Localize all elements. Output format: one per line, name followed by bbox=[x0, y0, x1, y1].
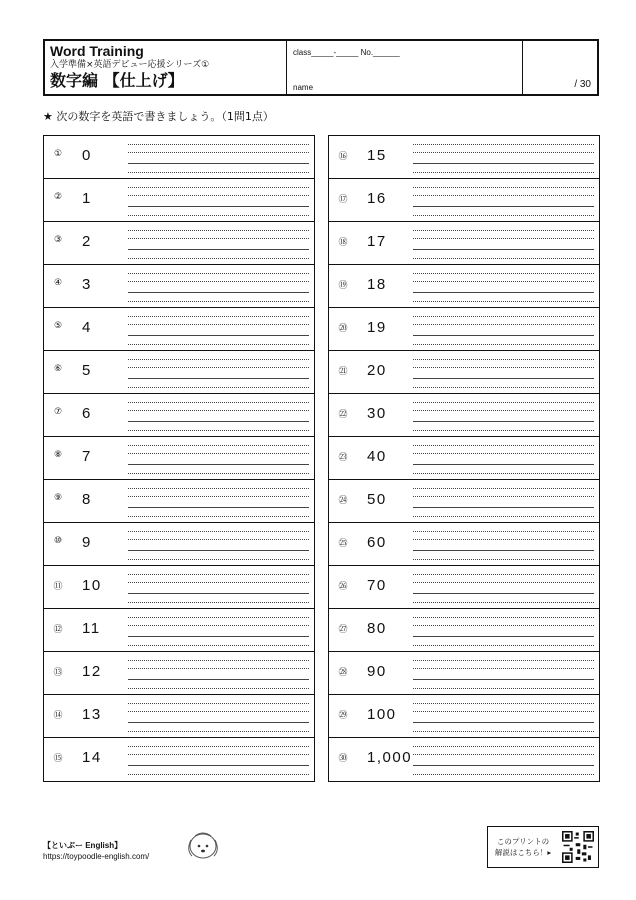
guide-rule bbox=[413, 230, 594, 231]
baseline-rule bbox=[128, 550, 309, 551]
guide-rule bbox=[413, 387, 594, 388]
guide-rule bbox=[413, 152, 594, 153]
guide-rule bbox=[413, 144, 594, 145]
answer-writing-lines[interactable] bbox=[413, 615, 594, 647]
student-info-block bbox=[287, 41, 523, 94]
guide-rule bbox=[413, 559, 594, 560]
guide-rule bbox=[413, 703, 594, 704]
guide-rule bbox=[413, 688, 594, 689]
numeral-prompt: 4 bbox=[82, 319, 92, 336]
answer-writing-lines[interactable] bbox=[128, 443, 309, 475]
question-number: ⑪ bbox=[53, 582, 63, 592]
answer-writing-lines[interactable] bbox=[128, 658, 309, 690]
numeral-prompt: 6 bbox=[82, 405, 92, 422]
guide-rule bbox=[413, 367, 594, 368]
question-row bbox=[329, 566, 599, 609]
answer-writing-lines[interactable] bbox=[413, 400, 594, 432]
question-row bbox=[329, 523, 599, 566]
question-number: ③ bbox=[53, 235, 63, 245]
question-row bbox=[44, 179, 314, 222]
guide-rule bbox=[413, 281, 594, 282]
baseline-rule bbox=[128, 378, 309, 379]
baseline-rule bbox=[413, 550, 594, 551]
guide-rule bbox=[128, 731, 309, 732]
question-row bbox=[329, 394, 599, 437]
baseline-rule bbox=[128, 335, 309, 336]
baseline-rule bbox=[413, 722, 594, 723]
question-row bbox=[329, 179, 599, 222]
guide-rule bbox=[128, 344, 309, 345]
worksheet-subtitle: 数字編 【仕上げ】 bbox=[50, 71, 184, 90]
guide-rule bbox=[413, 172, 594, 173]
guide-rule bbox=[128, 410, 309, 411]
guide-rule bbox=[128, 453, 309, 454]
series-name: 入学準備×英語デビュー応援シリーズ① bbox=[50, 60, 210, 70]
question-number: ⑰ bbox=[338, 195, 348, 205]
question-row bbox=[44, 738, 314, 781]
guide-rule bbox=[413, 617, 594, 618]
numeral-prompt: 1,000 bbox=[367, 749, 413, 766]
answer-writing-lines[interactable] bbox=[128, 572, 309, 604]
guide-rule bbox=[128, 324, 309, 325]
right-question-column bbox=[328, 135, 600, 782]
baseline-rule bbox=[413, 206, 594, 207]
guide-rule bbox=[413, 645, 594, 646]
numeral-prompt: 20 bbox=[367, 362, 387, 379]
answer-writing-lines[interactable] bbox=[128, 615, 309, 647]
guide-rule bbox=[413, 774, 594, 775]
guide-rule bbox=[128, 496, 309, 497]
answer-writing-lines[interactable] bbox=[128, 271, 309, 303]
answer-writing-lines[interactable] bbox=[413, 142, 594, 174]
numeral-prompt: 50 bbox=[367, 491, 387, 508]
question-number: ⑥ bbox=[53, 364, 63, 374]
baseline-rule bbox=[128, 292, 309, 293]
guide-rule bbox=[128, 215, 309, 216]
question-number: ㉒ bbox=[338, 410, 348, 420]
numeral-prompt: 1 bbox=[82, 190, 92, 207]
question-number: ㉑ bbox=[338, 367, 348, 377]
guide-rule bbox=[128, 703, 309, 704]
numeral-prompt: 100 bbox=[367, 706, 397, 723]
answer-writing-lines[interactable] bbox=[128, 142, 309, 174]
guide-rule bbox=[128, 488, 309, 489]
answer-writing-lines[interactable] bbox=[128, 744, 309, 776]
guide-rule bbox=[128, 195, 309, 196]
baseline-rule bbox=[128, 636, 309, 637]
guide-rule bbox=[413, 531, 594, 532]
guide-rule bbox=[128, 688, 309, 689]
numeral-prompt: 5 bbox=[82, 362, 92, 379]
guide-rule bbox=[413, 324, 594, 325]
answer-writing-lines[interactable] bbox=[413, 658, 594, 690]
baseline-rule bbox=[413, 464, 594, 465]
promo-line-2: 解説はこちら！▸ bbox=[494, 848, 552, 857]
answer-writing-lines[interactable] bbox=[413, 228, 594, 260]
guide-rule bbox=[128, 617, 309, 618]
question-row bbox=[329, 437, 599, 480]
question-number: ⑬ bbox=[53, 668, 63, 678]
instruction-text: ★ 次の数字を英語で書きましょう。（1問1点） bbox=[43, 110, 274, 123]
question-row bbox=[329, 351, 599, 394]
answer-writing-lines[interactable] bbox=[413, 185, 594, 217]
question-number: ㉔ bbox=[338, 496, 348, 506]
question-number: ⑦ bbox=[53, 407, 63, 417]
guide-rule bbox=[413, 516, 594, 517]
guide-rule bbox=[413, 660, 594, 661]
numeral-prompt: 40 bbox=[367, 448, 387, 465]
numeral-prompt: 15 bbox=[367, 147, 387, 164]
guide-rule bbox=[413, 582, 594, 583]
question-number: ㉓ bbox=[338, 453, 348, 463]
baseline-rule bbox=[128, 593, 309, 594]
baseline-rule bbox=[128, 722, 309, 723]
answer-writing-lines[interactable] bbox=[128, 529, 309, 561]
guide-rule bbox=[128, 387, 309, 388]
explanation-link-box[interactable] bbox=[487, 826, 599, 868]
answer-writing-lines[interactable] bbox=[413, 486, 594, 518]
numeral-prompt: 11 bbox=[82, 620, 101, 637]
question-number: ㉕ bbox=[338, 539, 348, 549]
guide-rule bbox=[128, 473, 309, 474]
guide-rule bbox=[413, 746, 594, 747]
numeral-prompt: 13 bbox=[82, 706, 102, 723]
question-row bbox=[44, 222, 314, 265]
numeral-prompt: 14 bbox=[82, 749, 102, 766]
baseline-rule bbox=[413, 636, 594, 637]
guide-rule bbox=[128, 430, 309, 431]
guide-rule bbox=[128, 402, 309, 403]
question-row bbox=[329, 652, 599, 695]
qr-code-icon[interactable] bbox=[562, 831, 594, 863]
answer-writing-lines[interactable] bbox=[128, 486, 309, 518]
guide-rule bbox=[413, 273, 594, 274]
guide-rule bbox=[128, 539, 309, 540]
guide-rule bbox=[128, 301, 309, 302]
question-number: ② bbox=[53, 192, 63, 202]
guide-rule bbox=[128, 774, 309, 775]
numeral-prompt: 3 bbox=[82, 276, 92, 293]
guide-rule bbox=[128, 516, 309, 517]
baseline-rule bbox=[128, 163, 309, 164]
guide-rule bbox=[128, 187, 309, 188]
question-number: ⑤ bbox=[53, 321, 63, 331]
question-number: ⑨ bbox=[53, 493, 63, 503]
answer-writing-lines[interactable] bbox=[413, 271, 594, 303]
baseline-rule bbox=[413, 679, 594, 680]
answer-writing-lines[interactable] bbox=[413, 357, 594, 389]
numeral-prompt: 16 bbox=[367, 190, 387, 207]
numeral-prompt: 17 bbox=[367, 233, 387, 250]
guide-rule bbox=[128, 144, 309, 145]
baseline-rule bbox=[413, 507, 594, 508]
guide-rule bbox=[413, 625, 594, 626]
baseline-rule bbox=[128, 421, 309, 422]
name-field: name bbox=[293, 83, 314, 92]
question-number: ④ bbox=[53, 278, 63, 288]
guide-rule bbox=[128, 359, 309, 360]
answer-writing-lines[interactable] bbox=[413, 701, 594, 733]
guide-rule bbox=[128, 645, 309, 646]
guide-rule bbox=[128, 230, 309, 231]
guide-rule bbox=[413, 668, 594, 669]
guide-rule bbox=[413, 445, 594, 446]
guide-rule bbox=[413, 187, 594, 188]
score-block bbox=[523, 41, 597, 94]
guide-rule bbox=[128, 660, 309, 661]
title-block bbox=[45, 41, 287, 94]
baseline-rule bbox=[128, 679, 309, 680]
question-row bbox=[329, 738, 599, 781]
baseline-rule bbox=[413, 421, 594, 422]
question-number: ① bbox=[53, 149, 63, 159]
numeral-prompt: 19 bbox=[367, 319, 387, 336]
guide-rule bbox=[413, 316, 594, 317]
question-number: ⑱ bbox=[338, 238, 348, 248]
promo-text bbox=[488, 836, 558, 858]
guide-rule bbox=[128, 152, 309, 153]
question-row bbox=[44, 480, 314, 523]
numeral-prompt: 80 bbox=[367, 620, 387, 637]
answer-writing-lines[interactable] bbox=[413, 572, 594, 604]
question-row bbox=[44, 136, 314, 179]
guide-rule bbox=[413, 344, 594, 345]
question-row bbox=[44, 523, 314, 566]
question-row bbox=[44, 609, 314, 652]
baseline-rule bbox=[128, 507, 309, 508]
question-row bbox=[329, 308, 599, 351]
guide-rule bbox=[128, 711, 309, 712]
answer-writing-lines[interactable] bbox=[413, 314, 594, 346]
guide-rule bbox=[128, 367, 309, 368]
guide-rule bbox=[128, 258, 309, 259]
baseline-rule bbox=[413, 593, 594, 594]
answer-writing-lines[interactable] bbox=[128, 314, 309, 346]
baseline-rule bbox=[413, 163, 594, 164]
score-total: / 30 bbox=[574, 79, 591, 90]
guide-rule bbox=[413, 301, 594, 302]
question-row bbox=[44, 437, 314, 480]
promo-line-1: このプリントの bbox=[496, 837, 550, 846]
guide-rule bbox=[128, 754, 309, 755]
question-number: ㉖ bbox=[338, 582, 348, 592]
guide-rule bbox=[128, 602, 309, 603]
guide-rule bbox=[413, 574, 594, 575]
guide-rule bbox=[413, 754, 594, 755]
guide-rule bbox=[128, 582, 309, 583]
brand-block bbox=[43, 840, 149, 862]
poodle-mascot-icon bbox=[183, 828, 223, 864]
baseline-rule bbox=[128, 464, 309, 465]
numeral-prompt: 12 bbox=[82, 663, 102, 680]
question-row bbox=[329, 136, 599, 179]
guide-rule bbox=[128, 559, 309, 560]
question-row bbox=[329, 609, 599, 652]
question-row bbox=[44, 265, 314, 308]
question-number: ⑯ bbox=[338, 152, 348, 162]
guide-rule bbox=[413, 238, 594, 239]
guide-rule bbox=[413, 195, 594, 196]
class-number-field: class_____-_____ No.______ bbox=[293, 48, 400, 57]
left-question-column bbox=[43, 135, 315, 782]
guide-rule bbox=[413, 258, 594, 259]
guide-rule bbox=[128, 238, 309, 239]
question-number: ㉗ bbox=[338, 625, 348, 635]
baseline-rule bbox=[413, 292, 594, 293]
brand-url[interactable]: https://toypoodle-english.com/ bbox=[43, 852, 150, 861]
baseline-rule bbox=[128, 206, 309, 207]
question-number: ⑧ bbox=[53, 450, 63, 460]
guide-rule bbox=[128, 746, 309, 747]
question-number: ㉘ bbox=[338, 668, 348, 678]
question-row bbox=[329, 222, 599, 265]
numeral-prompt: 60 bbox=[367, 534, 387, 551]
answer-writing-lines[interactable] bbox=[128, 228, 309, 260]
answer-writing-lines[interactable] bbox=[413, 529, 594, 561]
question-number: ⑭ bbox=[53, 711, 63, 721]
baseline-rule bbox=[128, 249, 309, 250]
question-row bbox=[44, 695, 314, 738]
guide-rule bbox=[413, 711, 594, 712]
guide-rule bbox=[413, 602, 594, 603]
numeral-prompt: 2 bbox=[82, 233, 92, 250]
baseline-rule bbox=[413, 378, 594, 379]
baseline-rule bbox=[413, 249, 594, 250]
baseline-rule bbox=[413, 765, 594, 766]
question-number: ㉙ bbox=[338, 711, 348, 721]
numeral-prompt: 7 bbox=[82, 448, 92, 465]
guide-rule bbox=[413, 453, 594, 454]
answer-writing-lines[interactable] bbox=[413, 443, 594, 475]
baseline-rule bbox=[128, 765, 309, 766]
question-row bbox=[44, 566, 314, 609]
question-row bbox=[329, 265, 599, 308]
brand-name: 【といぷー English】 bbox=[43, 841, 123, 850]
question-number: ⑩ bbox=[53, 536, 63, 546]
question-row bbox=[44, 394, 314, 437]
guide-rule bbox=[413, 496, 594, 497]
guide-rule bbox=[413, 215, 594, 216]
answer-writing-lines[interactable] bbox=[128, 185, 309, 217]
numeral-prompt: 0 bbox=[82, 147, 92, 164]
numeral-prompt: 18 bbox=[367, 276, 387, 293]
guide-rule bbox=[128, 668, 309, 669]
guide-rule bbox=[413, 473, 594, 474]
question-row bbox=[44, 308, 314, 351]
question-number: ⑫ bbox=[53, 625, 63, 635]
numeral-prompt: 30 bbox=[367, 405, 387, 422]
question-row bbox=[329, 695, 599, 738]
numeral-prompt: 9 bbox=[82, 534, 92, 551]
guide-rule bbox=[413, 539, 594, 540]
question-row bbox=[44, 652, 314, 695]
guide-rule bbox=[413, 402, 594, 403]
answer-writing-lines[interactable] bbox=[128, 400, 309, 432]
numeral-prompt: 70 bbox=[367, 577, 387, 594]
guide-rule bbox=[128, 281, 309, 282]
numeral-prompt: 8 bbox=[82, 491, 92, 508]
guide-rule bbox=[413, 488, 594, 489]
guide-rule bbox=[128, 172, 309, 173]
answer-writing-lines[interactable] bbox=[128, 701, 309, 733]
answer-writing-lines[interactable] bbox=[128, 357, 309, 389]
guide-rule bbox=[128, 273, 309, 274]
question-number: ⑲ bbox=[338, 281, 348, 291]
question-row bbox=[329, 480, 599, 523]
worksheet-title: Word Training bbox=[50, 43, 144, 59]
question-number: ㉚ bbox=[338, 754, 348, 764]
question-number: ⑳ bbox=[338, 324, 348, 334]
guide-rule bbox=[128, 574, 309, 575]
baseline-rule bbox=[413, 335, 594, 336]
worksheet-header bbox=[43, 39, 599, 96]
question-number: ⑮ bbox=[53, 754, 63, 764]
answer-writing-lines[interactable] bbox=[413, 744, 594, 776]
guide-rule bbox=[413, 359, 594, 360]
guide-rule bbox=[413, 410, 594, 411]
guide-rule bbox=[413, 731, 594, 732]
guide-rule bbox=[413, 430, 594, 431]
guide-rule bbox=[128, 316, 309, 317]
guide-rule bbox=[128, 625, 309, 626]
guide-rule bbox=[128, 445, 309, 446]
numeral-prompt: 90 bbox=[367, 663, 387, 680]
numeral-prompt: 10 bbox=[82, 577, 102, 594]
question-row bbox=[44, 351, 314, 394]
guide-rule bbox=[128, 531, 309, 532]
